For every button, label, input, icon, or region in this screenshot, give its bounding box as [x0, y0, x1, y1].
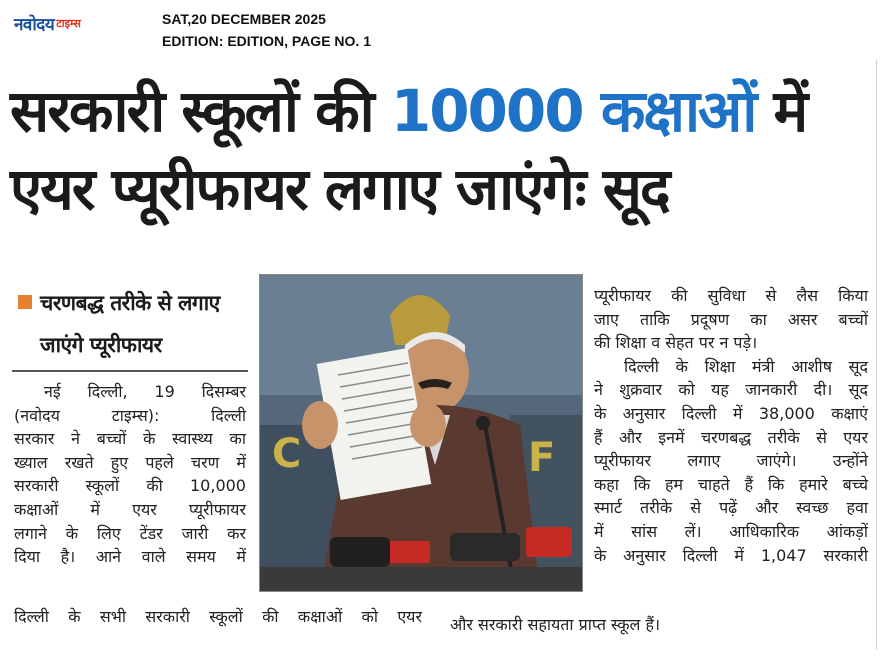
left-line: (नवोदय टाइम्स): दिल्ली [14, 405, 246, 425]
left-line: सरकारी स्कूलों की 10,000 [14, 476, 246, 496]
left-column [14, 380, 246, 569]
right-para-2 [594, 355, 868, 567]
press-conference-image [260, 275, 582, 591]
subhead-divider [12, 370, 248, 372]
article-headline [10, 72, 870, 228]
edition-meta [162, 8, 371, 52]
right-para-1 [594, 284, 868, 355]
article-subhead [18, 282, 250, 366]
right-line: प्यूरीफायर लगाए जाएंगे। उन्होंने [594, 451, 868, 471]
left-line: ख्याल रखते हुए पहले चरण में [14, 452, 246, 472]
subhead-line-1 [18, 282, 250, 324]
masthead-bar [0, 0, 883, 58]
headline-part-2: में [755, 77, 807, 145]
logo-sub-text: टाइम्स [56, 16, 81, 30]
left-line: सरकार ने बच्चों के स्वास्थ्य का [14, 429, 246, 449]
right-line: प्यूरीफायर की सुविधा से लैस किया [594, 286, 868, 305]
backdrop-letter-left: C [272, 431, 302, 477]
right-line: हैं और इनमें चरणबद्ध तरीके से एयर [594, 427, 868, 447]
article-photo [259, 274, 583, 592]
right-column [594, 284, 868, 567]
issue-date: SAT,20 DECEMBER 2025 [162, 11, 326, 27]
subhead-line-2: जाएंगे प्यूरीफायर [40, 333, 162, 357]
right-line: के अनुसार दिल्ली में 1,047 सरकारी [594, 545, 868, 565]
page-edge-rule [876, 60, 877, 650]
subhead-bullet-icon [18, 295, 32, 309]
right-line: में सांस लें। आधिकारिक आंकड़ों [594, 521, 868, 541]
logo-main-text: नवोदय [14, 14, 55, 35]
headline-part-1: सरकारी स्कूलों की [10, 77, 391, 145]
newspaper-logo [14, 12, 138, 34]
left-line: लगाने के लिए टेंडर जारी कर [14, 523, 246, 543]
right-line: जाए ताकि प्रदूषण का असर बच्चों [594, 309, 868, 329]
right-line: स्मार्ट तरीके से पढ़ें और स्वच्छ हवा [594, 498, 868, 518]
right-line: कहा कि हम चाहते हैं कि हमारे बच्चे [594, 474, 868, 494]
edition-page: EDITION: EDITION, PAGE NO. 1 [162, 33, 371, 49]
left-bottom-line: दिल्ली के सभी सरकारी स्कूलों की कक्षाओं को एयर [14, 607, 422, 626]
right-line: की शिक्षा व सेहत पर न पड़े। [594, 333, 758, 353]
left-line: कक्षाओं में एयर प्यूरीफायर [14, 499, 246, 519]
right-line: ने शुक्रवार को यह जानकारी दी। सूद [594, 380, 868, 400]
subhead-line-1-text: चरणबद्ध तरीके से लगाए [40, 291, 220, 315]
right-line: दिल्ली के शिक्षा मंत्री आशीष सूद [624, 356, 868, 376]
headline-line-2: एयर प्यूरीफायर लगाए जाएंगेः सूद [10, 155, 669, 223]
headline-line-1 [10, 72, 870, 150]
headline-highlight: 10000 कक्षाओं [390, 77, 756, 145]
right-line: के अनुसार दिल्ली में 38,000 कक्षाएं [594, 403, 868, 423]
left-line: दिया है। आने वाले समय में [14, 547, 246, 567]
backdrop-letter-right: F [528, 435, 556, 481]
right-bottom-line: और सरकारी सहायता प्राप्त स्कूल हैं। [450, 615, 661, 634]
dateline: नई दिल्ली, 19 दिसम्बर [44, 382, 246, 401]
